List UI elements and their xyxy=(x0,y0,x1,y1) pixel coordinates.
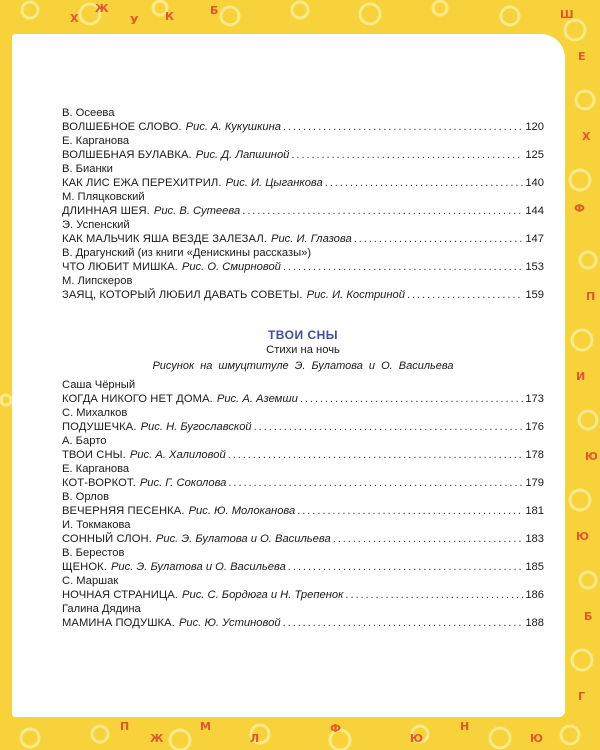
section-subtitle: Стихи на ночь xyxy=(266,344,340,356)
svg-text:X: X xyxy=(70,12,79,25)
entry-line xyxy=(62,448,544,462)
dot-leader xyxy=(283,260,523,274)
toc-entry xyxy=(62,218,544,246)
section-note: Рисунок на шмуцтитуле Э. Булатова и О. Васильева xyxy=(152,360,454,372)
svg-text:П: П xyxy=(120,720,130,733)
entry-author: А. Барто xyxy=(62,435,107,447)
table-of-contents xyxy=(62,106,544,630)
entry-line xyxy=(62,588,544,602)
toc-entry xyxy=(62,434,544,462)
entry-page-number: 147 xyxy=(525,233,544,245)
entry-illustrator: Рис. Н. Бугославской xyxy=(140,421,252,433)
entry-line xyxy=(62,420,544,434)
entry-line xyxy=(62,288,544,302)
entry-illustrator: Рис. О. Смирновой xyxy=(181,261,281,273)
entry-title: ЧТО ЛЮБИТ МИШКА. xyxy=(62,261,178,273)
dot-leader xyxy=(325,176,524,190)
entry-page-number: 178 xyxy=(525,449,544,461)
entry-title: ЗАЯЦ, КОТОРЫЙ ЛЮБИЛ ДАВАТЬ СОВЕТЫ. xyxy=(62,289,303,301)
section-title: ТВОИ СНЫ xyxy=(267,328,339,342)
svg-text:Н: Н xyxy=(460,720,470,733)
entry-page-number: 159 xyxy=(525,289,544,301)
entry-illustrator: Рис. Ю. Молоканова xyxy=(188,505,296,517)
entry-author: Е. Карганова xyxy=(62,135,130,147)
entry-author: Саша Чёрный xyxy=(62,379,136,391)
toc-entry xyxy=(62,162,544,190)
toc-entry xyxy=(62,518,544,546)
entry-author: М. Пляцковский xyxy=(62,191,145,203)
entry-page-number: 125 xyxy=(525,149,544,161)
svg-text:Л: Л xyxy=(250,732,260,745)
entry-title: ВЕЧЕРНЯЯ ПЕСЕНКА. xyxy=(62,505,185,517)
entry-author: Э. Успенский xyxy=(62,219,130,231)
entry-illustrator: Рис. Д. Лапшиной xyxy=(195,149,290,161)
entry-page-number: 144 xyxy=(525,205,544,217)
entry-illustrator: Рис. И. Глазова xyxy=(271,233,352,245)
dot-leader xyxy=(407,288,523,302)
svg-text:Ж: Ж xyxy=(95,2,109,15)
toc-entry xyxy=(62,462,544,490)
svg-text:М: М xyxy=(200,720,211,733)
dot-leader xyxy=(333,532,524,546)
entry-page-number: 120 xyxy=(525,121,544,133)
dot-leader xyxy=(291,148,523,162)
entry-author: В. Бианки xyxy=(62,163,113,175)
entry-illustrator: Рис. А. Халиловой xyxy=(129,449,226,461)
dot-leader xyxy=(283,120,523,134)
entry-title: ДЛИННАЯ ШЕЯ. xyxy=(62,205,150,217)
entry-line xyxy=(62,176,544,190)
entry-author: В. Берестов xyxy=(62,547,125,559)
entry-author: В. Осеева xyxy=(62,107,115,119)
entry-line xyxy=(62,560,544,574)
toc-entry xyxy=(62,274,544,302)
entry-page-number: 181 xyxy=(525,505,544,517)
entry-illustrator: Рис. А. Аземши xyxy=(216,393,298,405)
entry-page-number: 176 xyxy=(525,421,544,433)
entry-line xyxy=(62,260,544,274)
dot-leader xyxy=(228,476,523,490)
svg-text:Ю: Ю xyxy=(530,732,543,745)
entry-author: С. Маршак xyxy=(62,575,119,587)
entry-illustrator: Рис. И. Цыганкова xyxy=(225,177,323,189)
entry-author: В. Орлов xyxy=(62,491,110,503)
svg-text:Ш: Ш xyxy=(560,8,574,21)
entry-page-number: 186 xyxy=(525,589,544,601)
entry-line xyxy=(62,532,544,546)
entry-line xyxy=(62,204,544,218)
dot-leader xyxy=(300,392,523,406)
svg-text:У: У xyxy=(130,14,139,27)
entry-author: И. Токмакова xyxy=(62,519,131,531)
toc-entry xyxy=(62,546,544,574)
toc-section-2 xyxy=(62,378,544,630)
entry-line xyxy=(62,476,544,490)
entry-line xyxy=(62,148,544,162)
svg-text:Б: Б xyxy=(584,610,593,623)
svg-text:Б: Б xyxy=(210,4,219,17)
dot-leader xyxy=(254,420,524,434)
entry-page-number: 179 xyxy=(525,477,544,489)
toc-entry xyxy=(62,378,544,406)
entry-title: КОТ-ВОРКОТ. xyxy=(62,477,136,489)
svg-text:Е: Е xyxy=(578,50,586,63)
entry-author: В. Драгунский (из книги «Денискины рассказы») xyxy=(62,247,312,259)
svg-text:Ю: Ю xyxy=(585,450,598,463)
entry-illustrator: Рис. Ю. Устиновой xyxy=(178,617,281,629)
entry-illustrator: Рис. С. Бордюга и Н. Трепенок xyxy=(182,589,344,601)
toc-entry xyxy=(62,602,544,630)
svg-text:Ф: Ф xyxy=(330,722,341,735)
toc-entry xyxy=(62,106,544,134)
entry-title: ВОЛШЕБНОЕ СЛОВО. xyxy=(62,121,182,133)
entry-title: ТВОИ СНЫ. xyxy=(62,449,126,461)
toc-entry xyxy=(62,574,544,602)
entry-title: ЩЕНОК. xyxy=(62,561,107,573)
content-page xyxy=(12,34,565,717)
entry-line xyxy=(62,120,544,134)
svg-text:К: К xyxy=(165,10,174,23)
entry-illustrator: Рис. А. Кукушкина xyxy=(185,121,281,133)
entry-line xyxy=(62,504,544,518)
entry-title: МАМИНА ПОДУШКА. xyxy=(62,617,175,629)
entry-page-number: 153 xyxy=(525,261,544,273)
toc-entry xyxy=(62,134,544,162)
entry-author: М. Липскеров xyxy=(62,275,133,287)
svg-text:Х: Х xyxy=(582,130,591,143)
entry-line xyxy=(62,392,544,406)
entry-page-number: 183 xyxy=(525,533,544,545)
entry-title: ВОЛШЕБНАЯ БУЛАВКА. xyxy=(62,149,192,161)
dot-leader xyxy=(242,204,523,218)
dot-leader xyxy=(288,560,524,574)
entry-page-number: 140 xyxy=(525,177,544,189)
toc-entry xyxy=(62,190,544,218)
entry-page-number: 185 xyxy=(525,561,544,573)
entry-title: ПОДУШЕЧКА. xyxy=(62,421,137,433)
entry-illustrator: Рис. Э. Булатова и О. Васильева xyxy=(110,561,286,573)
svg-text:Ю: Ю xyxy=(410,732,423,745)
svg-text:И: И xyxy=(576,370,586,383)
entry-author: Галина Дядина xyxy=(62,603,141,615)
svg-text:П: П xyxy=(586,290,596,303)
dot-leader xyxy=(297,504,523,518)
entry-illustrator: Рис. В. Сутеева xyxy=(153,205,241,217)
entry-title: КОГДА НИКОГО НЕТ ДОМА. xyxy=(62,393,213,405)
toc-entry xyxy=(62,406,544,434)
dot-leader xyxy=(283,616,524,630)
entry-author: Е. Карганова xyxy=(62,463,130,475)
entry-line xyxy=(62,232,544,246)
entry-page-number: 188 xyxy=(525,617,544,629)
entry-author: С. Михалков xyxy=(62,407,128,419)
section-header xyxy=(62,328,544,374)
entry-page-number: 173 xyxy=(525,393,544,405)
entry-title: СОННЫЙ СЛОН. xyxy=(62,533,152,545)
entry-illustrator: Рис. И. Костриной xyxy=(306,289,405,301)
svg-text:Ж: Ж xyxy=(150,732,164,745)
svg-text:Ф: Ф xyxy=(574,202,585,215)
toc-entry xyxy=(62,246,544,274)
dot-leader xyxy=(345,588,523,602)
entry-title: НОЧНАЯ СТРАНИЦА. xyxy=(62,589,179,601)
toc-entry xyxy=(62,490,544,518)
svg-text:Г: Г xyxy=(578,690,586,703)
dot-leader xyxy=(354,232,524,246)
toc-section-1 xyxy=(62,106,544,302)
entry-illustrator: Рис. Г. Соколова xyxy=(139,477,227,489)
entry-title: КАК МАЛЬЧИК ЯША ВЕЗДЕ ЗАЛЕЗАЛ. xyxy=(62,233,267,245)
dot-leader xyxy=(228,448,524,462)
entry-illustrator: Рис. Э. Булатова и О. Васильева xyxy=(155,533,331,545)
entry-line xyxy=(62,616,544,630)
entry-title: КАК ЛИС ЕЖА ПЕРЕХИТРИЛ. xyxy=(62,177,222,189)
svg-text:Ю: Ю xyxy=(576,530,589,543)
